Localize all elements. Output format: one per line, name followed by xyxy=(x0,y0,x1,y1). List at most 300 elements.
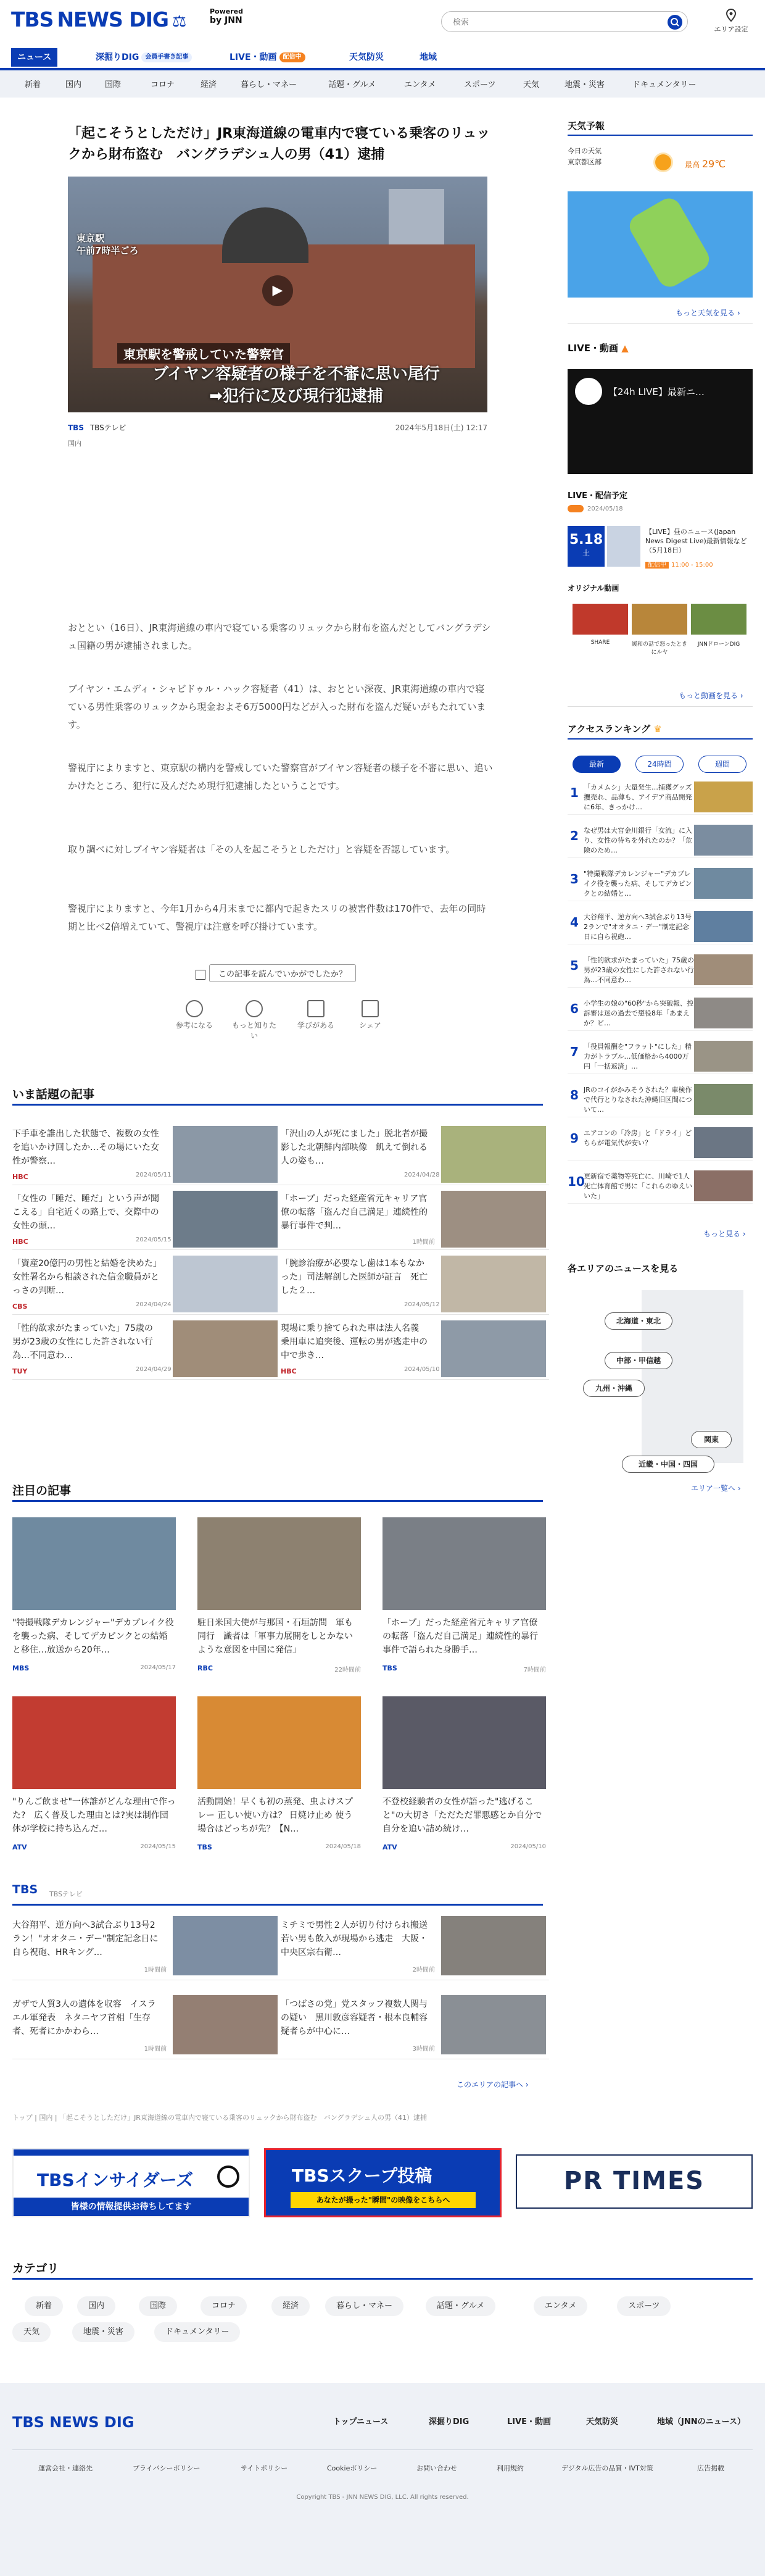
article-meta xyxy=(68,422,487,435)
ranking-item[interactable] xyxy=(568,1126,753,1161)
live-schedule-date: 5.18 xyxy=(569,532,603,548)
catnav-sports[interactable]: スポーツ xyxy=(464,80,496,90)
talked-item-title: 「腕診治療が必要なし歯は1本もなかった」司法解剖した医師が証言 死亡した２… xyxy=(281,1259,428,1296)
area-setting-label: エリア設定 xyxy=(714,25,748,33)
category-chip[interactable]: エンタメ xyxy=(534,2296,587,2316)
site-footer xyxy=(0,2383,765,2576)
ranking-thumb xyxy=(694,998,753,1028)
video-corner-text: 東京駅 午前7時半ごろ xyxy=(76,233,139,256)
featured-item-title: "特撮戦隊デカレンジャー"デカブレイク役を襲った病、そしてデカピンクとの結婚と移住…放送から20年… xyxy=(12,1618,174,1655)
logo-newsdig: NEWS DIG xyxy=(57,7,169,31)
powered-by-label: Powered xyxy=(210,7,244,15)
featured-item-source: MBS xyxy=(12,1664,30,1672)
featured-item-date: 2024/05/15 xyxy=(140,1843,176,1850)
nav-weather[interactable] xyxy=(343,48,390,67)
talked-item[interactable] xyxy=(12,1188,281,1250)
talked-item-source: HBC xyxy=(12,1173,28,1181)
live-schedule-date-tile xyxy=(568,526,605,567)
featured-item-thumb xyxy=(12,1517,176,1610)
ranking-title: 更新宿で薬物等死亡に、川崎で1人死亡体育館で男に「これらのゆえいいた」 xyxy=(584,1172,692,1200)
tbs-item[interactable] xyxy=(281,1993,549,2059)
category-chip[interactable]: 国内 xyxy=(77,2296,115,2316)
talked-item-date: 1時間前 xyxy=(412,1239,435,1246)
featured-item[interactable] xyxy=(12,1696,179,1857)
ranking-more-link[interactable]: もっと見る › xyxy=(703,1230,746,1238)
tbs-item-thumb xyxy=(441,1916,546,1975)
section-divider xyxy=(12,2278,753,2280)
ranking-item[interactable] xyxy=(568,780,753,815)
area-kyushu[interactable]: 九州・沖縄 xyxy=(583,1380,645,1397)
nav-area-label: 地域 xyxy=(420,52,437,62)
article-category[interactable]: 国内 xyxy=(68,440,81,448)
live-video-title: 【24h LIVE】最新ニ… xyxy=(608,386,705,398)
area-setting-button[interactable] xyxy=(709,9,753,34)
sun-icon xyxy=(655,154,671,170)
talked-item-title: 現場に乗り捨てられた車は法人名義 乗用車に追突後、運転の男が逃走中の中で歩き… xyxy=(281,1323,428,1361)
featured-item-date: 2024/05/17 xyxy=(140,1664,176,1671)
ranking-number: 8 xyxy=(570,1088,579,1103)
feedback-learn-button[interactable] xyxy=(291,1000,341,1030)
talked-item-thumb xyxy=(441,1126,546,1183)
ranking-title: 「役員報酬を"フラット"にした」精力がトラブル…低価格から4000万円「一括返済」… xyxy=(584,1043,692,1070)
catnav-economy[interactable]: 経済 xyxy=(201,80,217,90)
flame-icon: ▲ xyxy=(621,343,629,354)
japan-map-shape xyxy=(626,194,714,291)
footer-nav-live[interactable]: LIVE・動画 xyxy=(507,2417,552,2427)
category-chip[interactable]: 天気 xyxy=(12,2322,51,2342)
breadcrumb[interactable]: トップ | 国内 | 「起こそうとしただけ」JR東海道線の電車内で寝ている乗客のリュックから財布盗む バングラデシュ人の男（41）逮捕 xyxy=(12,2114,427,2122)
ranking-number: 10 xyxy=(568,1174,585,1189)
weather-today xyxy=(568,146,602,168)
featured-item-thumb xyxy=(382,1517,546,1610)
article-paragraph: 警視庁によりますと、今年1月から4月末までに都内で起きたスリの被害件数は170件で、去年の同時期と比べ2倍増えていて、警視庁は注意を呼び掛けています。 xyxy=(68,903,486,932)
categories-heading: カテゴリ xyxy=(12,2262,59,2275)
featured-item-thumb xyxy=(197,1696,361,1789)
category-chip[interactable]: コロナ xyxy=(201,2296,247,2316)
talked-item-thumb xyxy=(173,1320,278,1377)
category-chip[interactable]: 経済 xyxy=(271,2296,310,2316)
catnav-documentary[interactable]: ドキュメンタリー xyxy=(632,80,697,90)
catnav-disaster[interactable]: 地震・災害 xyxy=(564,80,605,90)
footer-nav-dig[interactable]: 深掘りDIG xyxy=(429,2417,469,2427)
live-onair-icon xyxy=(568,505,584,512)
weather-high xyxy=(685,158,726,170)
feedback-helpful-button[interactable] xyxy=(170,1000,219,1030)
talked-item[interactable] xyxy=(12,1123,281,1185)
play-icon[interactable]: ▶ xyxy=(262,275,293,306)
footer-link-privacy[interactable]: プライバシーポリシー xyxy=(133,2464,201,2472)
video-caption-top: 東京駅を警戒していた警察官 xyxy=(117,343,290,364)
ranking-item[interactable] xyxy=(568,1040,753,1074)
original-label: SHARE xyxy=(590,640,610,646)
live-schedule-time: 11:00 - 15:00 xyxy=(671,562,713,569)
featured-item-title: 「ホープ」だった経産省元キャリア官僚の転落「盗んだ自己満足」連続性的暴行事件で語られた身勝手… xyxy=(382,1618,538,1655)
area-chubu[interactable]: 中部・甲信越 xyxy=(605,1352,672,1369)
tbs-heading-sub: TBSテレビ xyxy=(49,1890,83,1898)
nav-news-label: ニュース xyxy=(17,52,52,62)
powered-by-jnn: by JNN xyxy=(210,15,242,25)
footer-link-contact[interactable]: お問い合わせ xyxy=(416,2464,457,2472)
talked-item-title: 下手車を誰出した状態で、複数の女性を追いかけ回したか…その場にいた女性が警察… xyxy=(12,1129,159,1166)
talked-item[interactable] xyxy=(12,1318,281,1380)
featured-item-thumb xyxy=(382,1696,546,1789)
talked-item[interactable] xyxy=(281,1123,549,1185)
insiders-sub: 皆様の情報提供お待ちしてます xyxy=(14,2198,249,2216)
catnav-international[interactable]: 国際 xyxy=(105,80,122,90)
category-nav xyxy=(0,70,765,98)
talked-item-thumb xyxy=(173,1126,278,1183)
ranking-title: JRのコイがかみそうされた？車検作で代行とりなされた沖縄旧区間について… xyxy=(584,1086,692,1114)
live-schedule-time-row xyxy=(645,559,713,569)
ranking-number: 9 xyxy=(570,1131,579,1146)
tab-ranking-weekly[interactable]: 週間 xyxy=(698,756,746,773)
featured-item-title: 不登校経験者の女性が語った"逃げること"の大切さ「ただただ罪悪感とか自分で自分を追い詰め続け… xyxy=(382,1797,542,1834)
section-divider xyxy=(12,1104,543,1106)
ranking-number: 4 xyxy=(570,915,579,930)
talked-item-title: 「性的欲求がたまっていた」75歳の男が23歳の女性にした許されない行為…不同意わ… xyxy=(12,1323,153,1361)
footer-link-terms[interactable]: 利用規約 xyxy=(497,2464,524,2472)
ranking-thumb xyxy=(694,954,753,985)
live-schedule-heading: LIVE・配信予定 xyxy=(568,491,628,501)
catnav-weather[interactable]: 天気 xyxy=(523,80,540,90)
insiders-banner[interactable] xyxy=(12,2148,250,2217)
feedback-question: この記事を読んでいかがでしたか？ xyxy=(209,964,356,982)
nav-dig-badge: 会員手書き記事 xyxy=(141,52,192,62)
article-title: 「起こそうとしただけ」JR東海道線の電車内で寝ている乗客のリュックから財布盗む バングラデシュ人の男（41）逮捕 xyxy=(68,126,490,162)
catnav-entertainment[interactable]: エンタメ xyxy=(404,80,436,90)
insiders-banner-bar xyxy=(14,2149,249,2156)
tbs-item-thumb xyxy=(441,1995,546,2054)
talked-item-source: CBS xyxy=(12,1303,28,1311)
ranking-number: 3 xyxy=(570,872,579,886)
ranking-item[interactable] xyxy=(568,823,753,858)
tbs-item-title: ガザで人質3人の遺体を収容 イスラエル軍発表 ネタニヤフ首相「生存者、死者にかかわら… xyxy=(12,1999,156,2036)
article-video[interactable] xyxy=(68,177,487,412)
featured-item-source: RBC xyxy=(197,1664,213,1672)
search-icon xyxy=(668,15,682,30)
original-label: 緩和の話で怒ったときにルヤ xyxy=(632,641,688,656)
ranking-title: なぜ男は大宮金川銀行「女流」に入り、女性の待ちを外れたのか？「危険のため… xyxy=(584,827,692,854)
scoop-sub: あなたが撮った"瞬間"の映像をこちらへ xyxy=(291,2192,476,2208)
featured-item-date: 2024/05/18 xyxy=(325,1843,361,1850)
talked-item-date: 2024/04/24 xyxy=(136,1301,172,1308)
talked-item-thumb xyxy=(441,1256,546,1312)
sidebar-divider xyxy=(568,738,753,740)
article-paragraph: 警視庁によりますと、東京駅の構内を警戒していた警察官がブイヤン容疑者の様子を不審に思い、追いかけたところ、犯行に及んだため現行犯逮捕したということです。 xyxy=(68,762,493,791)
footer-link-advertise[interactable]: 広告掲載 xyxy=(697,2464,724,2472)
catnav-corona[interactable]: コロナ xyxy=(151,80,175,90)
tbs-item[interactable] xyxy=(281,1914,549,1980)
primary-nav xyxy=(0,43,765,68)
section-divider xyxy=(12,1500,543,1502)
talked-item[interactable] xyxy=(281,1188,549,1250)
talked-item[interactable] xyxy=(12,1253,281,1315)
featured-item-source: ATV xyxy=(382,1843,397,1851)
tbs-item-date: 2時間前 xyxy=(412,1967,435,1974)
area-kinki[interactable]: 近畿・中国・四国 xyxy=(622,1456,714,1473)
ranking-title: 大谷翔平、逆方向へ3試合ぶり13号2ランで"オオタニ・デー"制定記念日に自ら祝砲… xyxy=(584,913,692,941)
source-logo: TBS xyxy=(68,423,84,432)
ranking-item[interactable] xyxy=(568,910,753,944)
catnav-domestic[interactable]: 国内 xyxy=(65,80,82,90)
nav-dig-label: 深掘りDIG xyxy=(96,52,139,62)
feedback-box xyxy=(174,964,378,983)
featured-item-thumb xyxy=(197,1517,361,1610)
share-button[interactable] xyxy=(345,1000,395,1030)
featured-item[interactable] xyxy=(197,1517,364,1678)
nav-dig[interactable] xyxy=(89,48,198,67)
category-chip[interactable]: ドキュメンタリー xyxy=(154,2322,240,2342)
ranking-item[interactable] xyxy=(568,1083,753,1117)
footer-nav-top[interactable]: トップニュース xyxy=(333,2417,389,2427)
area-hokkaido-tohoku[interactable]: 北海道・東北 xyxy=(605,1312,672,1330)
feedback-more-button[interactable] xyxy=(230,1000,279,1041)
featured-item-date: 22時間前 xyxy=(334,1667,361,1674)
source-name: TBSテレビ xyxy=(89,423,126,432)
tbs-item[interactable] xyxy=(12,1914,281,1980)
talked-item-date: 2024/04/28 xyxy=(404,1172,440,1178)
category-chip[interactable]: 話題・グルメ xyxy=(426,2296,495,2316)
live-schedule-date-row xyxy=(568,505,623,512)
site-logo[interactable] xyxy=(11,7,186,31)
ranking-item[interactable] xyxy=(568,1169,753,1204)
ranking-number: 6 xyxy=(570,1001,579,1016)
ranking-heading xyxy=(568,722,662,735)
talked-item-date: 2024/05/10 xyxy=(404,1366,440,1373)
footer-logo[interactable]: TBS NEWS DIG xyxy=(12,2414,134,2431)
talked-heading: いま話題の記事 xyxy=(12,1088,95,1101)
weather-map[interactable] xyxy=(568,191,753,298)
talked-item-title: 「女性の「睡だ、睡だ」という声が聞こえる」自宅近くの路上で、交際中の女性の頭… xyxy=(12,1194,159,1231)
ranking-thumb xyxy=(694,868,753,899)
category-chip[interactable]: 国際 xyxy=(139,2296,177,2316)
weather-heading: 天気予報 xyxy=(568,120,605,131)
live-heading xyxy=(568,341,629,354)
book-icon xyxy=(307,1000,325,1017)
ranking-thumb xyxy=(694,1041,753,1072)
search-button[interactable] xyxy=(668,15,682,30)
tbs-item-date: 1時間前 xyxy=(144,2046,167,2053)
live-heading-label: LIVE・動画 xyxy=(568,343,618,354)
powered-by xyxy=(210,7,243,25)
tbs-item-title: 大谷翔平、逆方向へ3試合ぶり13号2ラン！"オオタニ・デー"制定記念日に自ら祝砲、HRキング… xyxy=(12,1920,159,1957)
share-icon xyxy=(362,1000,379,1017)
featured-item-title: 駐日米国大使が与那国・石垣訪問 軍も同行 識者は「軍事力展開をしとかないような意図を中国に発信」 xyxy=(197,1618,353,1655)
feedback-helpful-label: 参考になる xyxy=(175,1021,213,1030)
featured-heading: 注目の記事 xyxy=(12,1484,72,1498)
ranking-title: エアコンの「冷房」と「ドライ」どちらが電気代が安い？ xyxy=(584,1129,692,1147)
nav-news[interactable] xyxy=(11,48,57,67)
site-header xyxy=(0,0,765,43)
featured-item[interactable] xyxy=(382,1517,549,1678)
ranking-number: 5 xyxy=(570,958,579,973)
nav-area[interactable] xyxy=(413,48,443,67)
search-box xyxy=(441,11,688,32)
original-thumb[interactable] xyxy=(691,604,746,635)
featured-item-title: "りんご飲ませ"一体誰がどんな理由で作った? 広く普及した理由とは?実は制作団体が学校に持ち込んだ… xyxy=(12,1797,176,1834)
tbs-item-date: 3時間前 xyxy=(412,2046,435,2053)
share-label: シェア xyxy=(359,1021,381,1030)
talked-item-title: 「ホープ」だった経産省元キャリア官僚の転落「盗んだ自己満足」連続性的暴行事件で判… xyxy=(281,1194,428,1231)
talked-item-thumb xyxy=(441,1191,546,1248)
live-schedule-tag: 配信中 xyxy=(645,562,669,569)
footer-link-cookie[interactable]: Cookieポリシー xyxy=(327,2464,378,2472)
tab-ranking-latest[interactable]: 最新 xyxy=(573,756,621,773)
area-heading: 各エリアのニュースを見る xyxy=(568,1263,679,1274)
feedback-question-icon xyxy=(196,970,205,980)
prtimes-logo: PR TIMES xyxy=(563,2167,705,2195)
ranking-title: "特撮戦隊デカレンジャー"デカブレイク役を襲った病、そしてデカピンクとの結婚と… xyxy=(584,870,692,898)
tbs-item-thumb xyxy=(173,1995,278,2054)
sidebar-divider xyxy=(568,135,753,136)
footer-link-ad-quality[interactable]: デジタル広告の品質・IVT対策 xyxy=(561,2464,653,2472)
logo-mark-icon: ⚖ xyxy=(172,12,186,31)
category-chip[interactable]: 暮らし・マネー xyxy=(325,2296,403,2316)
featured-item-date: 7時間前 xyxy=(523,1667,546,1674)
magnifier-icon xyxy=(217,2165,239,2188)
ranking-title: 小学生の娘の"60秒"から突破報、控訴審は迷の過去で懲役8年「あまえか？ビ… xyxy=(584,999,694,1027)
featured-item[interactable] xyxy=(382,1696,549,1857)
category-chip[interactable]: 地震・災害 xyxy=(72,2322,134,2342)
ranking-number: 7 xyxy=(570,1044,579,1059)
ranking-number: 2 xyxy=(570,828,579,843)
live-more-link[interactable]: もっと動画を見る › xyxy=(679,691,743,700)
tbs-heading-logo: TBS xyxy=(12,1883,38,1896)
article-paragraph: 取り調べに対しブイヤン容疑者は「その人を起こそうとしただけ」と容疑を否認しています。 xyxy=(68,844,455,855)
hero-dome xyxy=(222,207,308,263)
live-schedule-weekday: 土 xyxy=(582,549,590,557)
ranking-thumb xyxy=(694,1127,753,1158)
original-thumb[interactable] xyxy=(632,604,687,635)
category-chip[interactable]: 新着 xyxy=(25,2296,63,2316)
weather-high-label: 最高 xyxy=(685,160,700,169)
ranking-item[interactable] xyxy=(568,996,753,1031)
ranking-item[interactable] xyxy=(568,867,753,901)
search-input[interactable] xyxy=(453,16,656,28)
ranking-heading-label: アクセスランキング xyxy=(568,723,651,735)
featured-item-source: TBS xyxy=(382,1664,397,1672)
nav-live-badge: 配信中 xyxy=(279,52,305,62)
featured-item-thumb xyxy=(12,1696,176,1789)
live-schedule-date-badge: 2024/05/18 xyxy=(587,506,623,512)
ranking-number: 1 xyxy=(570,785,579,800)
scoop-title: TBSスクープ投稿 xyxy=(292,2165,432,2186)
featured-item[interactable] xyxy=(197,1696,364,1857)
tbs-channel-icon xyxy=(575,378,602,405)
footer-link-site-policy[interactable]: サイトポリシー xyxy=(241,2464,288,2472)
talked-item-source: HBC xyxy=(12,1238,28,1246)
scoop-banner[interactable] xyxy=(264,2148,502,2217)
weather-more-link[interactable]: もっと天気を見る › xyxy=(676,309,740,317)
ranking-thumb xyxy=(694,782,753,812)
nav-live[interactable] xyxy=(223,48,312,67)
tbs-item[interactable] xyxy=(12,1993,281,2059)
feedback-more-label: もっと知りたい xyxy=(231,1021,276,1040)
catnav-new[interactable]: 新着 xyxy=(25,80,41,90)
live-schedule-thumb xyxy=(607,526,640,567)
featured-item-source: ATV xyxy=(12,1843,27,1851)
search-icon xyxy=(246,1000,263,1017)
tbs-item-title: ミチミで男性２人が切り付けられ搬送 若い男も飲入が現場から逃走 大阪・中央区宗右衛… xyxy=(281,1920,436,1957)
talked-item-title: 「資産20億円の男性と結婚を決めた」女性署名から相談された信金職員がとっさの判断… xyxy=(12,1259,159,1296)
tbs-more-link[interactable]: このエリアの記事へ › xyxy=(457,2080,529,2089)
talked-item-thumb xyxy=(441,1320,546,1377)
original-heading: オリジナル動画 xyxy=(568,584,619,593)
featured-item[interactable] xyxy=(12,1517,179,1678)
ranking-item[interactable] xyxy=(568,953,753,988)
talked-item[interactable] xyxy=(281,1253,549,1315)
footer-nav-area[interactable]: 地域（JNNのニュース） xyxy=(657,2417,745,2427)
location-pin-icon xyxy=(726,9,737,22)
feedback-learn-label: 学びがある xyxy=(297,1021,334,1030)
talked-item-date: 2024/05/15 xyxy=(136,1236,172,1243)
area-more-link[interactable]: エリア一覧へ › xyxy=(691,1484,741,1493)
original-thumb[interactable] xyxy=(573,604,628,635)
ranking-thumb xyxy=(694,1170,753,1201)
talked-item-thumb xyxy=(173,1256,278,1312)
footer-divider xyxy=(12,2449,753,2450)
prtimes-banner[interactable] xyxy=(516,2154,753,2209)
talked-item[interactable] xyxy=(281,1318,549,1380)
ranking-thumb xyxy=(694,911,753,942)
sidebar-divider xyxy=(568,323,753,324)
live-schedule-title[interactable]: 【LIVE】昼のニュース(Japan News Digest Live)最新情報など（5月18日） xyxy=(645,528,747,554)
tbs-item-date: 1時間前 xyxy=(144,1967,167,1974)
article-paragraph: おととい（16日）、JR東海道線の車内で寝ている乗客のリュックから財布を盗んだとしてバングラデシュ国籍の男が逮捕されました。 xyxy=(68,622,491,651)
talked-item-date: 2024/04/29 xyxy=(136,1366,172,1373)
logo-tbs: TBS xyxy=(11,7,54,31)
tbs-item-thumb xyxy=(173,1916,278,1975)
tbs-item-title: 「つばさの党」党スタッフ複数人関与の疑い 黒川敦彦容疑者・根本良輔容疑者らが中心に… xyxy=(281,1999,428,2036)
talked-item-date: 2024/05/11 xyxy=(136,1172,172,1178)
original-label: JNNドローンDIG xyxy=(697,641,740,648)
nav-weather-label: 天気防災 xyxy=(349,52,384,62)
footer-link-company[interactable]: 運営会社・連絡先 xyxy=(38,2464,93,2472)
featured-item-source: TBS xyxy=(197,1843,212,1851)
nav-live-label: LIVE・動画 xyxy=(230,52,277,62)
tab-ranking-24h[interactable]: 24時間 xyxy=(635,756,684,773)
talked-item-thumb xyxy=(173,1191,278,1248)
article-paragraph: ブイヤン・エムディ・シャビドゥル・ハック容疑者（41）は、おととい深夜、JR東海道線の車内で寝ている男性乗客のリュックから現金およそ6万5000円などが入った財布を盗んだ疑いがもたれています。 xyxy=(68,683,486,730)
weather-today-label: 今日の天気 xyxy=(568,147,602,155)
footer-nav-weather[interactable]: 天気防災 xyxy=(586,2417,619,2427)
catnav-topics[interactable]: 話題・グルメ xyxy=(328,80,376,90)
lightbulb-icon xyxy=(186,1000,203,1017)
category-chip[interactable]: スポーツ xyxy=(617,2296,671,2316)
article-date: 2024年5月18日(土) 12:17 xyxy=(395,423,487,432)
section-divider xyxy=(12,1904,543,1906)
ranking-title: 「カメムシ」大量発生…捕獲グッズ攫売れ、品薄も、アイデア商品開発に6年、きっかけ… xyxy=(584,783,692,811)
talked-item-date: 2024/05/12 xyxy=(404,1301,440,1308)
insiders-title: TBSインサイダーズ xyxy=(37,2170,194,2190)
copyright: Copyright TBS - JNN NEWS DIG, LLC. All rights reserved. xyxy=(296,2494,469,2501)
video-caption-main: ブイヤン容疑者の様子を不審に思い尾行 ➡犯行に及び現行犯逮捕 xyxy=(152,365,440,406)
crown-icon: ♛ xyxy=(653,723,662,735)
catnav-life-money[interactable]: 暮らし・マネー xyxy=(241,80,297,90)
talked-item-source: HBC xyxy=(281,1367,297,1375)
weather-area: 東京都区部 xyxy=(568,158,602,166)
talked-item-title: 「沢山の人が死にました」脱北者が撮影した北朝鮮内部映像 飢えて倒れる人の姿も… xyxy=(281,1129,428,1166)
ranking-thumb xyxy=(694,825,753,856)
featured-item-date: 2024/05/10 xyxy=(510,1843,546,1850)
area-kanto[interactable]: 関東 xyxy=(691,1431,732,1448)
featured-item-title: 活動開始！早くも初の蒸発、虫よけスプレー 正しい使い方は？ 日焼け止め 使う場合はどっちが先？【N… xyxy=(197,1797,353,1834)
talked-item-source: TUY xyxy=(12,1367,28,1375)
ranking-title: 「性的欲求がたまっていた」75歳の男が23歳の女性にした許されない行為…不同意わ… xyxy=(584,956,694,984)
sidebar-divider xyxy=(568,706,753,707)
weather-high-value: 29℃ xyxy=(701,158,726,170)
live-video[interactable] xyxy=(568,369,753,474)
